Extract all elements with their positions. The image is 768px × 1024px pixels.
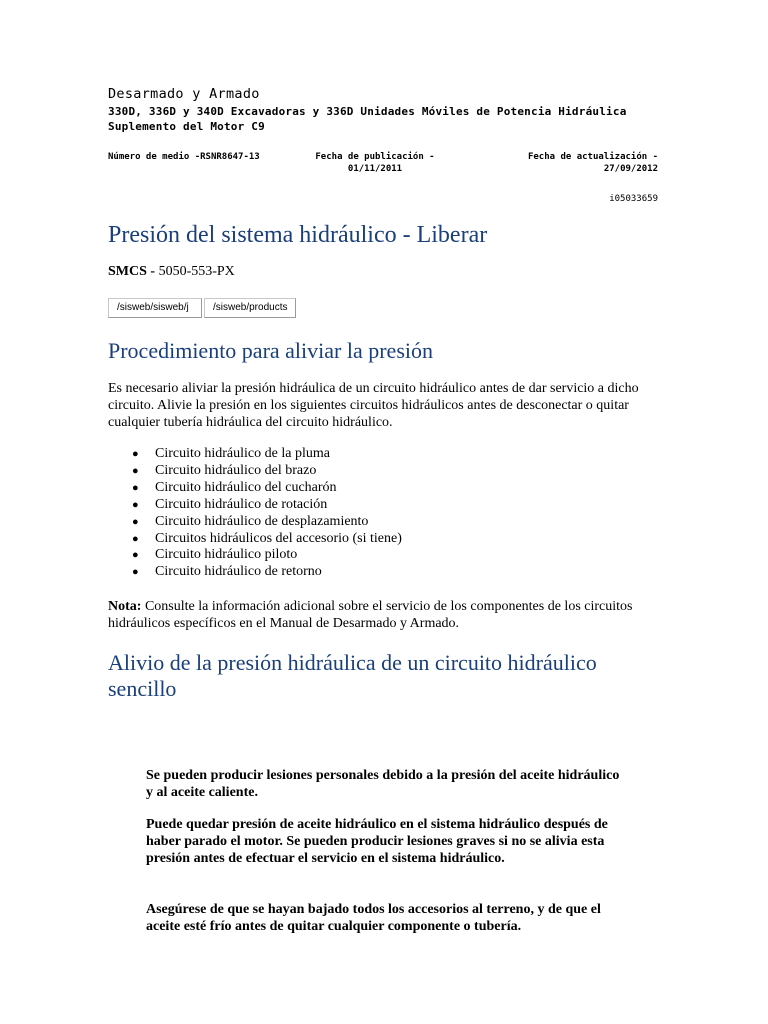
smcs-code bbox=[108, 264, 235, 280]
document-id: i05033659 bbox=[609, 194, 658, 204]
bullet-icon: ● bbox=[132, 464, 139, 477]
procedure-heading: Procedimiento para aliviar la presión bbox=[108, 338, 433, 363]
update-date: Fecha de actualización - 27/09/2012 bbox=[527, 152, 658, 174]
bullet-icon: ● bbox=[132, 448, 139, 460]
bullet-icon: ● bbox=[132, 481, 139, 494]
media-number: Número de medio -RSNR8647-13 bbox=[108, 152, 260, 162]
list-item bbox=[108, 463, 402, 480]
list-item bbox=[108, 547, 402, 564]
list-item bbox=[108, 531, 402, 548]
smcs-value: 5050-553-PX bbox=[158, 264, 235, 279]
bullet-icon: ● bbox=[132, 498, 139, 511]
list-item bbox=[108, 564, 402, 581]
list-item-label: Circuito hidráulico piloto bbox=[155, 547, 298, 563]
list-item bbox=[108, 497, 402, 514]
bullet-icon: ● bbox=[132, 532, 139, 545]
publication-date: Fecha de publicación - 01/11/2011 bbox=[315, 152, 435, 174]
page-title: Presión del sistema hidráulico - Liberar bbox=[108, 222, 488, 248]
warning-paragraph-2: Puede quedar presión de aceite hidráulico en el sistema hidráulico después de haber parado el motor. Se pueden producir lesiones graves si no se alivia esta presión antes de efectuar el servicio en el sistema hidráulico. bbox=[146, 817, 608, 866]
warning-paragraph-3: Asegúrese de que se hayan bajado todos los accesorios al terreno, y de que el aceite esté frío antes de quitar cualquier componente o tubería. bbox=[146, 902, 601, 934]
list-item-label: Circuito hidráulico de la pluma bbox=[155, 446, 330, 461]
list-item-label: Circuito hidráulico de rotación bbox=[155, 496, 328, 512]
note-label: Nota: bbox=[108, 599, 142, 614]
list-item-label: Circuitos hidráulicos del accesorio (si tiene) bbox=[155, 530, 402, 546]
list-item bbox=[108, 480, 402, 497]
note-text: Consulte la información adicional sobre el servicio de los componentes de los circuitos hidráulicos específicos en el Manual de Desarmado y Armado. bbox=[108, 599, 633, 631]
image-path-box-1[interactable]: /sisweb/sisweb/j bbox=[108, 298, 202, 318]
document-subtitle: 330D, 336D y 340D Excavadoras y 336D Unidades Móviles de Potencia Hidráulica Suplemento del Motor C9 bbox=[108, 105, 627, 133]
bullet-icon: ● bbox=[132, 515, 139, 528]
list-item bbox=[108, 446, 402, 463]
circuit-list bbox=[108, 446, 402, 581]
note-paragraph bbox=[108, 598, 668, 632]
list-item-label: Circuito hidráulico del brazo bbox=[155, 462, 317, 478]
smcs-label: SMCS - bbox=[108, 264, 156, 279]
single-circuit-heading: Alivio de la presión hidráulica de un circuito hidráulico sencillo bbox=[108, 650, 597, 701]
bullet-icon: ● bbox=[132, 549, 139, 562]
intro-paragraph: Es necesario aliviar la presión hidráulica de un circuito hidráulico antes de dar servicio a dicho circuito. Alivie la presión en los siguientes circuitos hidráulicos antes de desconectar o quitar cualquier tubería hidráulica del circuito hidráulico. bbox=[108, 381, 639, 430]
document-category: Desarmado y Armado bbox=[108, 86, 260, 102]
list-item-label: Circuito hidráulico de retorno bbox=[155, 564, 322, 580]
list-item-label: Circuito hidráulico del cucharón bbox=[155, 479, 337, 495]
warning-paragraph-1: Se pueden producir lesiones personales debido a la presión del aceite hidráulico y al aceite caliente. bbox=[146, 768, 620, 800]
list-item-label: Circuito hidráulico de desplazamiento bbox=[155, 513, 369, 529]
image-path-box-2[interactable]: /sisweb/products bbox=[204, 298, 296, 318]
bullet-icon: ● bbox=[132, 566, 139, 579]
list-item bbox=[108, 514, 402, 531]
